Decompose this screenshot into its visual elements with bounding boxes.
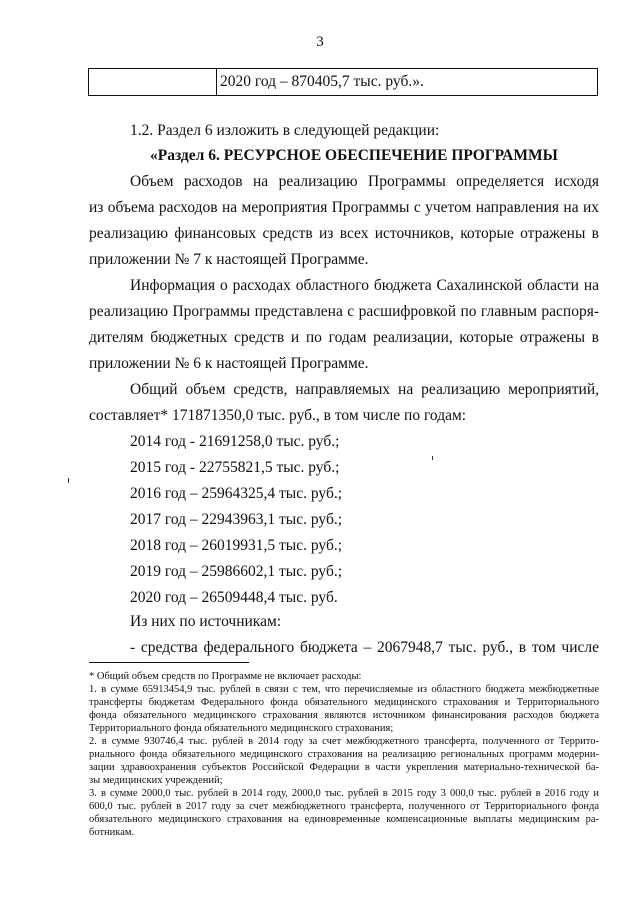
table-row	[89, 69, 598, 96]
footnote-line: риального фонда обязательного медицинского страхования на реализацию региональных программ модерни-	[89, 749, 599, 760]
year-item: 2018 год – 26019931,5 тыс. руб.;	[130, 537, 343, 554]
footnote-line: зы медицинских учреждений;	[89, 775, 223, 786]
table-cell-2020: 2020 год – 870405,7 тыс. руб.».	[217, 69, 598, 96]
paragraph1-line: Объем расходов на реализацию Программы определяется исходя	[130, 173, 599, 190]
year-item: 2015 год - 22755821,5 тыс. руб.;	[130, 459, 340, 476]
footnote-line: фонда обязательного медицинского страхования являются источником финансирования расходов бюджета	[89, 710, 599, 721]
year-item: 2014 год - 21691258,0 тыс. руб.;	[130, 433, 340, 450]
footnote-line: 3. в сумме 2000,0 тыс. рублей в 2014 году, 2000,0 тыс. рублей в 2015 году 3 000,0 тыс. рублей в 2016 году и	[89, 788, 599, 799]
paragraph2-line: реализацию Программы представлена с расшифровкой по главным распоря-	[89, 303, 599, 320]
footnote-line: трансферты бюджетам Федерального фонда обязательного медицинского страхования и Территориального	[89, 697, 599, 708]
footnote-divider	[89, 662, 249, 663]
paragraph1-line: из объема расходов на мероприятия Программы с учетом направления на их	[89, 199, 599, 216]
scan-speck	[432, 456, 433, 460]
sources-intro: Из них по источникам:	[130, 613, 282, 630]
year-item: 2017 год – 22943963,1 тыс. руб.;	[130, 511, 343, 528]
table-cell-empty	[89, 69, 217, 96]
paragraph2-line: дителям бюджетных средств и по годам реализации, которые отражены в	[89, 329, 599, 346]
footnote-line: * Общий объем средств по Программе не включает расходы:	[89, 671, 362, 682]
scan-speck	[68, 478, 69, 483]
footnote-line: 1. в сумме 65913454,9 тыс. рублей в связи с тем, что перечисляемые из областного бюджета межбюджетные	[89, 684, 599, 695]
paragraph3-line: Общий объем средств, направляемых на реализацию мероприятий,	[130, 381, 599, 398]
section-intro: 1.2. Раздел 6 изложить в следующей редакции:	[130, 122, 440, 139]
year-item: 2019 год – 25986602,1 тыс. руб.;	[130, 563, 343, 580]
paragraph3-line: составляет* 171871350,0 тыс. руб., в том числе по годам:	[89, 407, 467, 424]
paragraph2-line: Информация о расходах областного бюджета Сахалинской области на	[130, 277, 599, 294]
footnote-line: ботникам.	[89, 827, 135, 838]
footnote-line: 600,0 тыс. рублей в 2017 году за счет межбюджетного трансферта, полученного от Территориального фонда	[89, 801, 599, 812]
footnote-line: Территориального фонда обязательного медицинского страхования;	[89, 723, 394, 734]
paragraph1-line: реализацию финансовых средств из всех источников, которые отражены в	[89, 225, 599, 242]
year-item: 2020 год – 26509448,4 тыс. руб.	[130, 589, 338, 606]
federal-budget-line: - средства федерального бюджета – 2067948,7 тыс. руб., в том числе	[130, 639, 599, 656]
footnote-line: 2. в сумме 930746,4 тыс. рублей в 2014 году за счет межбюджетного трансферта, полученного от Террито-	[89, 736, 599, 747]
paragraph1-line: приложении № 7 к настоящей Программе.	[89, 251, 369, 268]
footnote-line: зации здравоохранения субъектов Российской Федерации в части укрепления материально-технической ба-	[89, 762, 599, 773]
paragraph2-line: приложении № 6 к настоящей Программе.	[89, 355, 369, 372]
page-number: 3	[316, 34, 324, 50]
summary-table	[88, 68, 598, 96]
footnote-line: обязательного медицинского страхования на единовременные компенсационные выплаты медицинским ра-	[89, 814, 599, 825]
section-heading: «Раздел 6. РЕСУРСНОЕ ОБЕСПЕЧЕНИЕ ПРОГРАММЫ	[150, 147, 558, 164]
year-item: 2016 год – 25964325,4 тыс. руб.;	[130, 485, 343, 502]
